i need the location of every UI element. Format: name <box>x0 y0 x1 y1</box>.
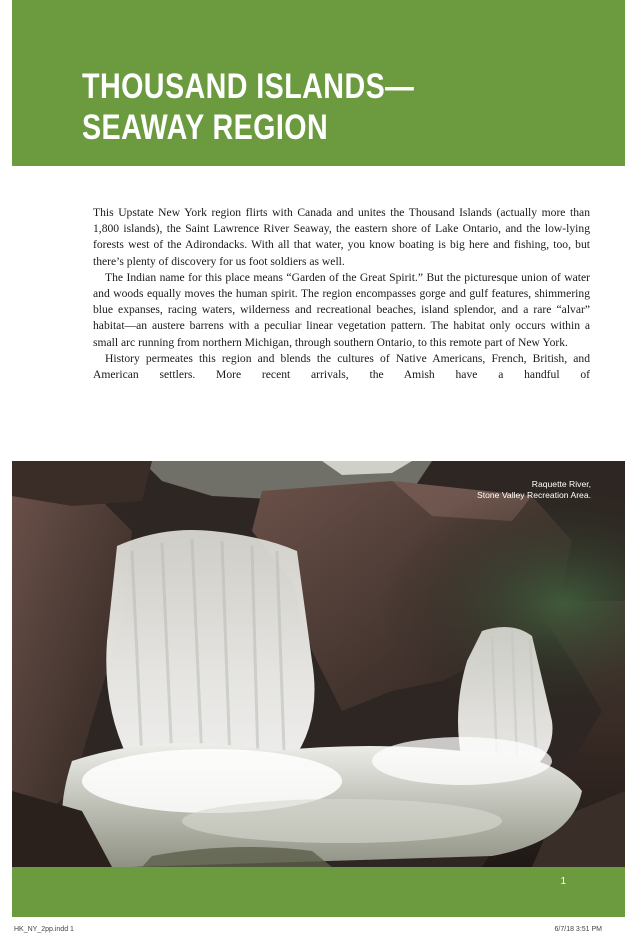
paragraph-1: This Upstate New York region flirts with Canada and unites the Thousand Islands (actually more than 1,800 islands), the Saint Lawrence River Seaway, the eastern shore of Lake Ontario, and the low-lying forests west of the Adirondacks. With all that water, you know boating is big here and fishing, too, but there’s plenty of discovery for us foot soldiers as well. <box>93 206 590 268</box>
chapter-title-line-1: THOUSAND ISLANDS— <box>82 67 415 106</box>
photo-caption-line-2: Stone Valley Recreation Area. <box>476 490 591 500</box>
photo-caption <box>477 479 591 501</box>
page-number: 1 <box>560 876 566 887</box>
slug-datetime: 6/7/18 3:51 PM <box>554 926 602 933</box>
body-text <box>93 205 590 383</box>
chapter-title <box>82 66 508 148</box>
photo-caption-line-1: Raquette River, <box>531 479 591 489</box>
slug-filename: HK_NY_2pp.indd 1 <box>14 926 74 933</box>
paragraph-2: The Indian name for this place means “Garden of the Great Spirit.” But the picturesque union of water and woods equally moves the human spirit. The region encompasses gorge and gulf features, shimmering blue expanses, racing waters, wilderness and recreational beaches, island splendor, and a rare “alvar” habitat—an austere barrens with a peculiar linear vegetation pattern. The habitat only occurs within a small arc running from northern Michigan, through southern Ontario, to this remote part of New York. <box>93 270 590 349</box>
paragraph-3: History permeates this region and blends the cultures of Native Americans, French, British, and American settlers. More recent arrivals, the Amish have a handful of <box>93 351 590 382</box>
footer-band <box>12 867 625 917</box>
waterfall-photo-art <box>12 461 625 867</box>
chapter-title-line-2: SEAWAY REGION <box>82 108 329 147</box>
waterfall-photo <box>12 461 625 867</box>
